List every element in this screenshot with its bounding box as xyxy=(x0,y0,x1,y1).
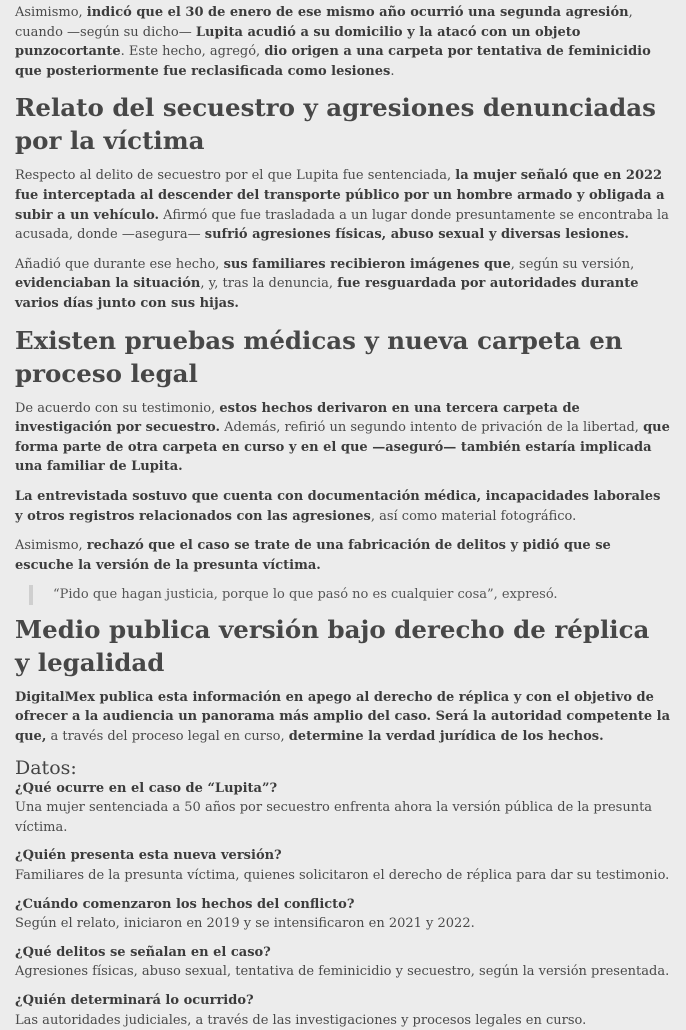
emphasis-text: indicó que el 30 de enero de ese mismo año ocurrió una segunda agresión xyxy=(86,5,629,20)
body-text: , y, tras la denuncia, xyxy=(200,276,338,292)
body-text: , así como material fotográfico. xyxy=(370,508,577,524)
body-text: Respecto al delito de secuestro por el que Lupita fue sentenciada, xyxy=(15,168,456,184)
faq-question: ¿Quién presenta esta nueva versión? xyxy=(15,848,282,864)
emphasis-text: La entrevistada sostuvo que cuenta con documentación médica, incapacidades laborales y otros registros relacionados con las agresiones xyxy=(15,488,661,524)
body-text: De acuerdo con su testimonio, xyxy=(15,400,220,416)
emphasis-text: la mujer señaló que en 2022 fue interceptada al descender del transporte público por un hombre armado y obligada a subir a un vehículo. xyxy=(15,168,665,223)
body-text: Asimismo, xyxy=(15,5,87,20)
faq-answer: Las autoridades judiciales, a través de las investigaciones y procesos legales en curso. xyxy=(15,1012,587,1028)
body-text: , cuando —según su dicho— xyxy=(15,5,633,40)
datos-heading: Datos: xyxy=(15,756,77,779)
faq-question: ¿Quién determinará lo ocurrido? xyxy=(15,993,254,1008)
paragraph-familiares-imagenes xyxy=(15,255,672,314)
emphasis-text: rechazó que el caso se trate de una fabricación de delitos y pidió que se escuche la versión de la presunta víctima. xyxy=(15,538,611,573)
faq-answer: Familiares de la presunta víctima, quienes solicitaron el derecho de réplica para dar su testimonio. xyxy=(15,868,670,884)
body-text: Además, refirió un segundo intento de privación de la libertad, xyxy=(220,420,644,436)
paragraph-secuestro-2022 xyxy=(15,166,672,244)
faq-question: ¿Qué ocurre en el caso de “Lupita”? xyxy=(15,780,278,796)
body-text: . Este hecho, agregó, xyxy=(120,44,265,60)
emphasis-text: DigitalMex publica esta información en apego al derecho de réplica y con el objetivo de ofrecer a la audiencia un panorama más amplio del caso. Será la autoridad competente la que, xyxy=(15,689,671,745)
heading-relato-secuestro: Relato del secuestro y agresiones denunciadas por la víctima xyxy=(15,93,656,156)
faq-answer: Una mujer sentenciada a 50 años por secuestro enfrenta ahora la versión pública de la presunta víctima. xyxy=(15,800,653,835)
heading-pruebas-medicas: Existen pruebas médicas y nueva carpeta en proceso legal xyxy=(15,325,623,388)
body-text: Afirmó que fue trasladada a un lugar donde presuntamente se encontraba la acusada, donde —asegura— xyxy=(15,207,669,243)
emphasis-text: determine la verdad jurídica de los hechos. xyxy=(288,729,604,745)
body-text: a través del proceso legal en curso, xyxy=(46,729,289,745)
emphasis-text: dio origen a una carpeta por tentativa de feminicidio que posteriormente fue reclasificada como lesiones xyxy=(15,44,651,79)
paragraph-documentacion-medica xyxy=(15,487,672,526)
paragraph-digitalmex-replica xyxy=(15,688,672,747)
faq-question: ¿Cuándo comenzaron los hechos del conflicto? xyxy=(15,896,355,912)
faq-question: ¿Qué delitos se señalan en el caso? xyxy=(15,944,271,960)
paragraph-tercera-carpeta xyxy=(15,399,672,477)
body-text: Añadió que durante ese hecho, xyxy=(15,256,224,272)
emphasis-text: fue resguardada por autoridades durante varios días junto con sus hijas. xyxy=(15,276,639,311)
paragraph-rechazo-fabricacion xyxy=(15,536,672,575)
emphasis-text: evidenciaban la situación xyxy=(15,276,201,292)
datos-faq-list xyxy=(15,779,672,1030)
body-text: , según su versión, xyxy=(510,256,635,272)
body-text: . xyxy=(390,63,395,79)
emphasis-text: Lupita acudió a su domicilio y la atacó con un objeto punzocortante xyxy=(15,24,581,60)
emphasis-text: sus familiares recibieron imágenes que xyxy=(223,256,511,272)
body-text: Asimismo, xyxy=(15,538,87,554)
emphasis-text: sufrió agresiones físicas, abuso sexual y diversas lesiones. xyxy=(204,227,629,243)
faq-answer: Según el relato, iniciaron en 2019 y se intensificaron en 2021 y 2022. xyxy=(15,916,475,932)
pull-quote: “Pido que hagan justicia, porque lo que pasó no es cualquier cosa”, expresó. xyxy=(29,585,672,605)
emphasis-text: que forma parte de otra carpeta en curso y en el que —aseguró— también estaría implicada una familiar de Lupita. xyxy=(15,420,670,475)
emphasis-text: estos hechos derivaron en una tercera carpeta de investigación por secuestro. xyxy=(15,400,580,436)
paragraph-segunda-agresion xyxy=(15,3,672,81)
heading-derecho-replica: Medio publica versión bajo derecho de réplica y legalidad xyxy=(15,614,650,677)
faq-answer: Agresiones físicas, abuso sexual, tentativa de feminicidio y secuestro, según la versión presentada. xyxy=(15,964,670,980)
